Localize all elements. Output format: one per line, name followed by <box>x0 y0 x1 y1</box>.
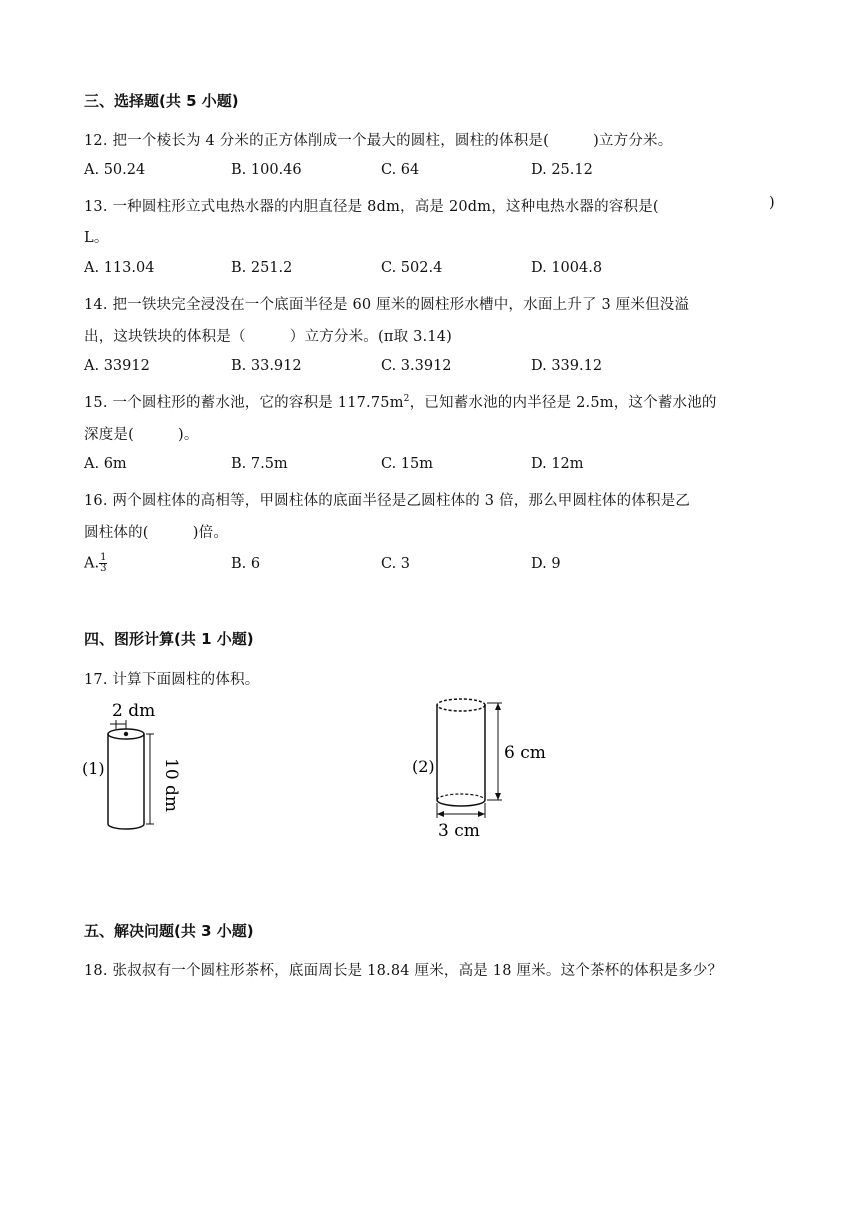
fraction-numerator: 1 <box>100 552 107 563</box>
question-16-line-1: 16. 两个圆柱体的高相等，甲圆柱体的底面半径是乙圆柱体的 3 倍，那么甲圆柱体的体积是乙 <box>84 493 691 509</box>
q14-option-d: D. 339.12 <box>531 358 603 374</box>
question-13-line-2: L。 <box>84 230 109 246</box>
question-15-line-2: 深度是( )。 <box>84 427 199 443</box>
q13-option-c: C. 502.4 <box>381 260 443 276</box>
fig1-label: (1) <box>82 759 105 778</box>
question-18: 18. 张叔叔有一个圆柱形茶杯，底面周长是 18.84 厘米，高是 18 厘米。这个茶杯的体积是多少？ <box>84 963 723 979</box>
question-15-text-b: ，已知蓄水池的内半径是 2.5m，这个蓄水池的 <box>409 395 717 411</box>
q16-option-d: D. 9 <box>531 556 561 572</box>
section-heading-figure-calc: 四、图形计算(共 1 小题) <box>84 630 254 648</box>
fig1-top-dim: 2 dm <box>112 701 156 721</box>
fig2-label: (2) <box>412 757 435 776</box>
fig2-width-dim: 3 cm <box>438 821 480 841</box>
fig1-height-dim: 10 dm <box>161 758 181 813</box>
q15-option-a: A. 6m <box>84 456 127 472</box>
fig2-top-ellipse <box>437 699 485 711</box>
question-17: 17. 计算下面圆柱的体积。 <box>84 672 260 688</box>
q15-option-c: C. 15m <box>381 456 433 472</box>
q13-option-b: B. 251.2 <box>231 260 293 276</box>
q14-option-c: C. 3.3912 <box>381 358 452 374</box>
section-heading-problem-solving: 五、解决问题(共 3 小题) <box>84 922 254 940</box>
fig2-height-dim: 6 cm <box>504 743 546 763</box>
q16-option-a-fraction <box>99 553 107 574</box>
fig2-height-arrow-top <box>495 703 501 710</box>
q12-option-d: D. 25.12 <box>531 162 593 178</box>
section-heading-choice: 三、选择题(共 5 小题) <box>84 92 239 110</box>
fig2-width-arrow-right <box>478 811 485 817</box>
q12-option-c: C. 64 <box>381 162 420 178</box>
fig2-height-arrow-bottom <box>495 793 501 800</box>
q14-option-a: A. 33912 <box>84 358 150 374</box>
question-15-line-1 <box>84 391 717 412</box>
q15-option-d: D. 12m <box>531 456 584 472</box>
q13-option-a: A. 113.04 <box>84 260 155 276</box>
fig2-width-arrow-left <box>437 811 444 817</box>
question-14-line-1: 14. 把一铁块完全浸没在一个底面半径是 60 厘米的圆柱形水槽中，水面上升了 3 厘米但没溢 <box>84 297 690 313</box>
question-14-line-2: 出，这块铁块的体积是（ ）立方分米。(π取 3.14) <box>84 329 453 345</box>
question-12: 12. 把一个棱长为 4 分米的正方体削成一个最大的圆柱，圆柱的体积是( )立方分米。 <box>84 133 673 149</box>
fig2-bottom-arc-front <box>437 800 485 806</box>
q12-option-b: B. 100.46 <box>231 162 302 178</box>
question-16-line-2: 圆柱体的( )倍。 <box>84 525 229 541</box>
fraction-denominator: 3 <box>100 563 107 574</box>
q15-option-b: B. 7.5m <box>231 456 288 472</box>
q16-option-a-prefix: A. <box>84 555 100 572</box>
q14-option-b: B. 33.912 <box>231 358 302 374</box>
cylinder-figure-1 <box>80 696 190 836</box>
cylinder-figure-2 <box>410 690 560 842</box>
q12-option-a: A. 50.24 <box>84 162 146 178</box>
question-15-exponent: 2 <box>403 394 410 405</box>
fig1-bottom-arc <box>108 824 144 829</box>
fig1-center-dot <box>124 732 128 736</box>
question-13-paren-close: ) <box>769 195 775 211</box>
q13-option-d: D. 1004.8 <box>531 260 603 276</box>
q16-option-b: B. 6 <box>231 556 261 572</box>
q16-option-a <box>84 553 107 574</box>
question-15-text-a: 15. 一个圆柱形的蓄水池，它的容积是 117.75m <box>84 395 404 411</box>
q16-option-c: C. 3 <box>381 556 411 572</box>
question-13-line-1: 13. 一种圆柱形立式电热水器的内胆直径是 8dm，高是 20dm，这种电热水器的容积是( <box>84 199 659 215</box>
fig2-bottom-arc-back <box>437 794 485 800</box>
